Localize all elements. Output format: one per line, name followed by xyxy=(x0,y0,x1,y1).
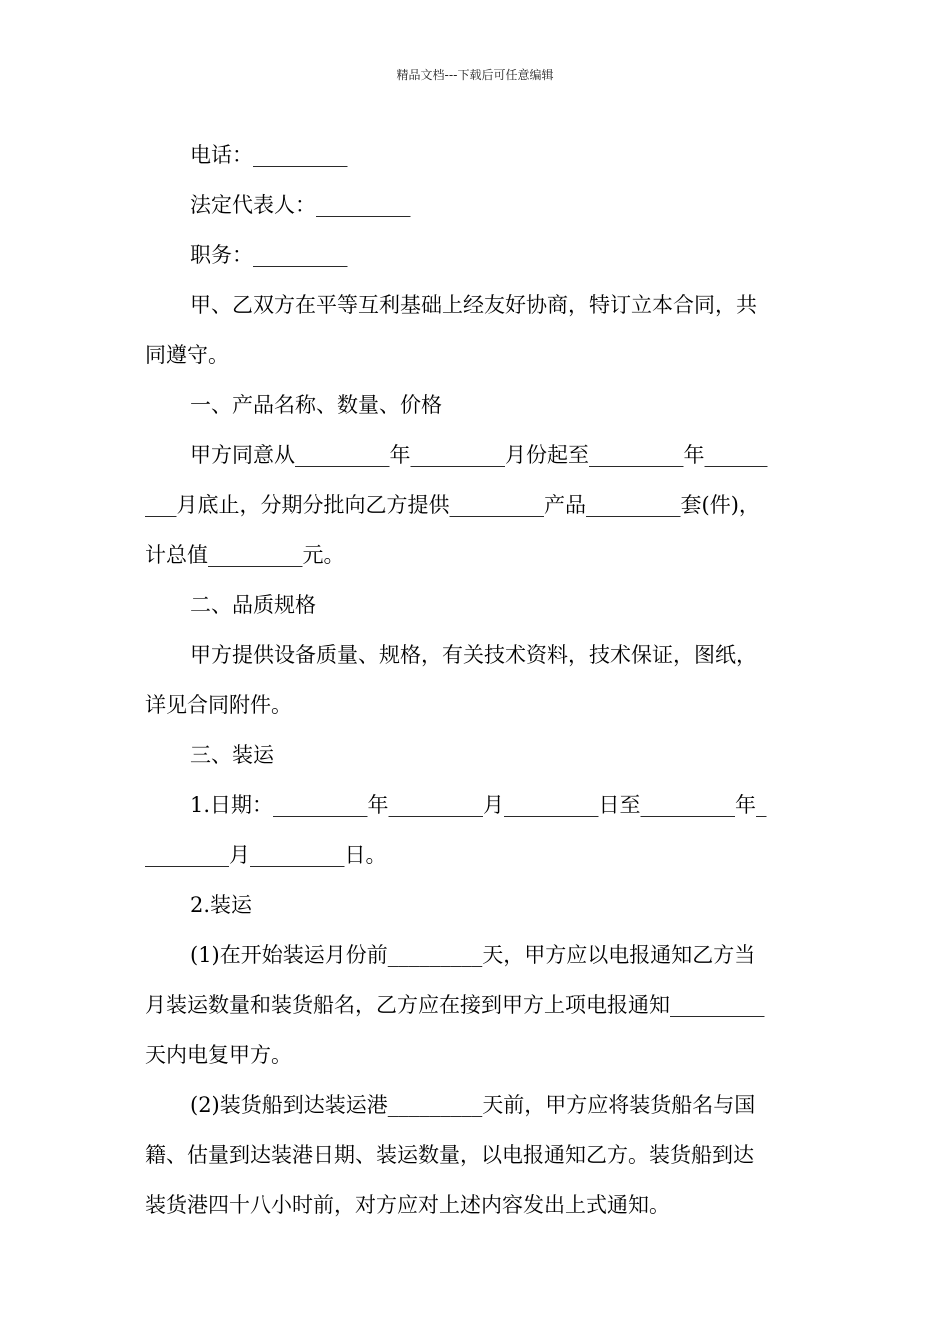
text-line: (2)装货船到达装运港_________天前，甲方应将装货船名与国 xyxy=(190,1093,756,1117)
text-line: 同遵守。 xyxy=(145,343,229,367)
text-line: 甲方提供设备质量、规格，有关技术资料，技术保证，图纸， xyxy=(190,643,757,667)
text-line: ___月底止，分期分批向乙方提供_________产品_________套(件)， xyxy=(145,493,760,517)
section-heading: 三、装运 xyxy=(190,743,274,767)
section-heading: 二、品质规格 xyxy=(190,593,316,617)
text-line: (1)在开始装运月份前_________天，甲方应以电报通知乙方当 xyxy=(190,943,756,967)
text-line: 2.装运 xyxy=(190,893,253,917)
text-line: 电话：_________ xyxy=(190,143,348,167)
text-line: 装货港四十八小时前，对方应对上述内容发出上式通知。 xyxy=(145,1193,670,1217)
page-header: 精品文档---下载后可任意编辑 xyxy=(396,68,554,82)
text-line: 甲、乙双方在平等互利基础上经友好协商，特订立本合同，共 xyxy=(190,293,757,317)
text-line: 详见合同附件。 xyxy=(145,693,292,717)
text-line: 籍、估量到达装港日期、装运数量，以电报通知乙方。装货船到达 xyxy=(145,1143,754,1167)
text-line: 计总值_________元。 xyxy=(145,543,345,567)
text-line: 法定代表人：_________ xyxy=(190,193,411,217)
text-line: ________月_________日。 xyxy=(145,843,387,867)
text-line: 甲方同意从_________年_________月份起至_________年______ xyxy=(190,443,768,467)
section-heading: 一、产品名称、数量、价格 xyxy=(190,393,442,417)
text-line: 1.日期：_________年_________月_________日至_________年_ xyxy=(190,793,767,817)
text-line: 天内电复甲方。 xyxy=(145,1043,292,1067)
text-line: 职务：_________ xyxy=(190,243,348,267)
document-body xyxy=(145,130,807,1230)
text-line: 月装运数量和装货船名，乙方应在接到甲方上项电报通知_________ xyxy=(145,993,765,1017)
